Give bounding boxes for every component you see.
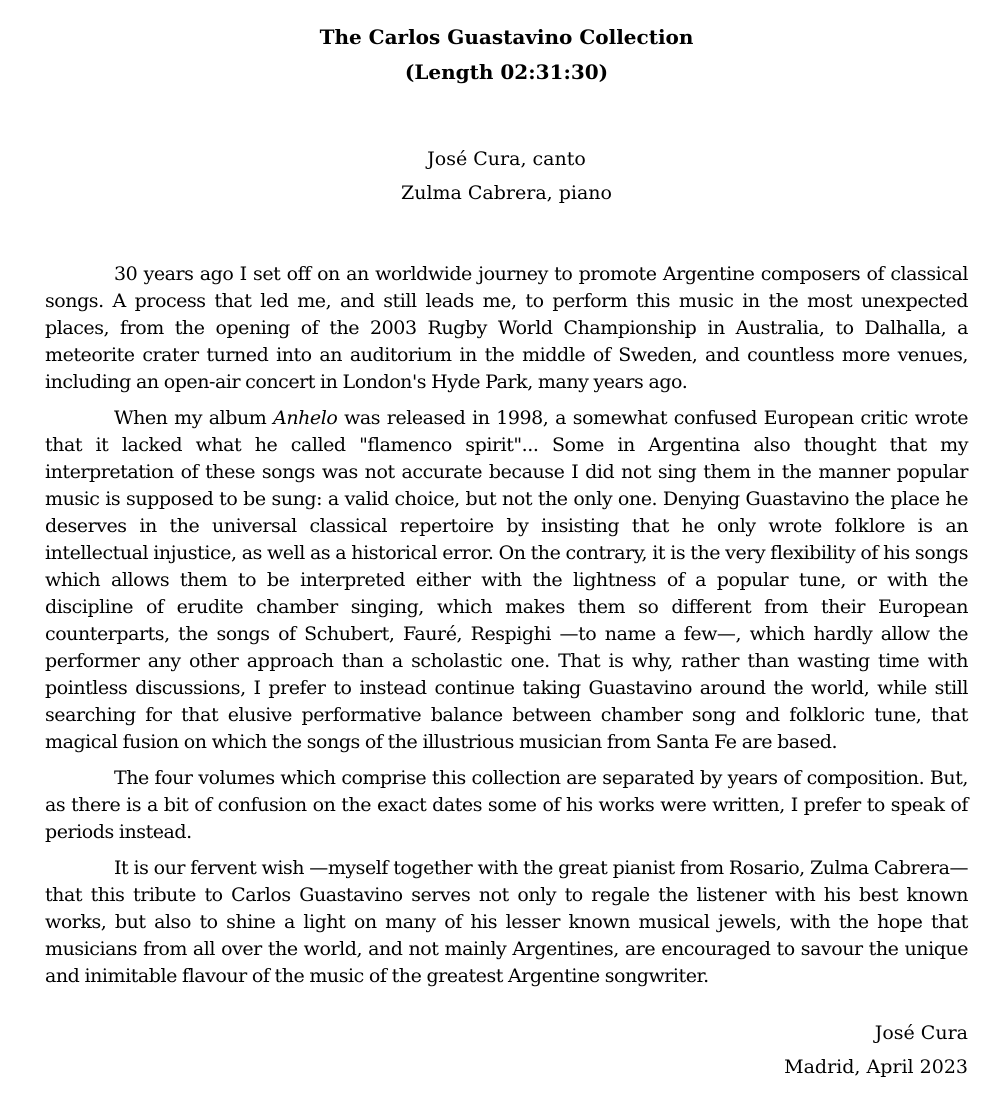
credits-block: [45, 142, 968, 210]
paragraph-3: The four volumes which comprise this collection are separated by years of composition. But, as there is a bit of confusion on the exact dates some of his works were written, I prefer to speak of periods instead.: [45, 767, 968, 843]
paragraph-2-start: When my album: [114, 407, 274, 429]
paragraph-1: 30 years ago I set off on an worldwide journey to promote Argentine composers of classical songs. A process that led me, and still leads me, to perform this music in the most unexpected places, from the opening of the 2003 Rugby World Championship in Australia, to Dalhalla, a meteorite crater turned into an auditorium in the middle of Sweden, and countless more venues, including an open-air concert in London's Hyde Park, many years ago.: [45, 263, 968, 393]
paragraph-2: [45, 405, 968, 756]
document-page: [45, 20, 968, 999]
pianist-credit: Zulma Cabrera, piano: [401, 182, 612, 204]
signature-block: [784, 1016, 968, 1084]
length-text: (Length 02:31:30): [404, 60, 609, 84]
paragraph-4: It is our fervent wish —myself together with the great pianist from Rosario, Zulma Cabrera— that this tribute to Carlos Guastavino serves not only to regale the listener with his best known works, but also to shine a light on many of his lesser known musical jewels, with the hope that musicians from all over the world, and not mainly Argentines, are encouraged to savour the unique and inimitable flavour of the music of the greatest Argentine songwriter.: [45, 857, 968, 987]
singer-credit: José Cura, canto: [427, 148, 586, 170]
paragraph-2-rest: was released in 1998, a somewhat confused European critic wrote that it lacked what he called "flamenco spirit"... Some in Argentina also thought that my interpretation of these songs was not accurate because I did not sing them in the manner popular music is supposed to be sung: a valid choice, but not the only one. Denying Guastavino the place he deserves in the universal classical repertoire by insisting that he only wrote folklore is an intellectual injustice, as well as a historical error. On the contrary, it is the very flexibility of his songs which allows them to be interpreted either with the lightness of a popular tune, or with the discipline of erudite chamber singing, which makes them so different from their European counterparts, the songs of Schubert, Fauré, Respighi —to name a few—, which hardly allow the performer any other approach than a scholastic one. That is why, rather than wasting time with pointless discussions, I prefer to instead continue taking Guastavino around the world, while still searching for that elusive performative balance between chamber song and folkloric tune, that magical fusion on which the songs of the illustrious musician from Santa Fe are based.: [45, 407, 968, 753]
title-text: The Carlos Guastavino Collection: [319, 25, 694, 49]
album-title: Anhelo: [273, 407, 338, 429]
signature-name: José Cura: [874, 1022, 968, 1044]
body-text: [45, 261, 968, 990]
signature-place-date: Madrid, April 2023: [784, 1056, 968, 1078]
document-title: [45, 20, 968, 90]
